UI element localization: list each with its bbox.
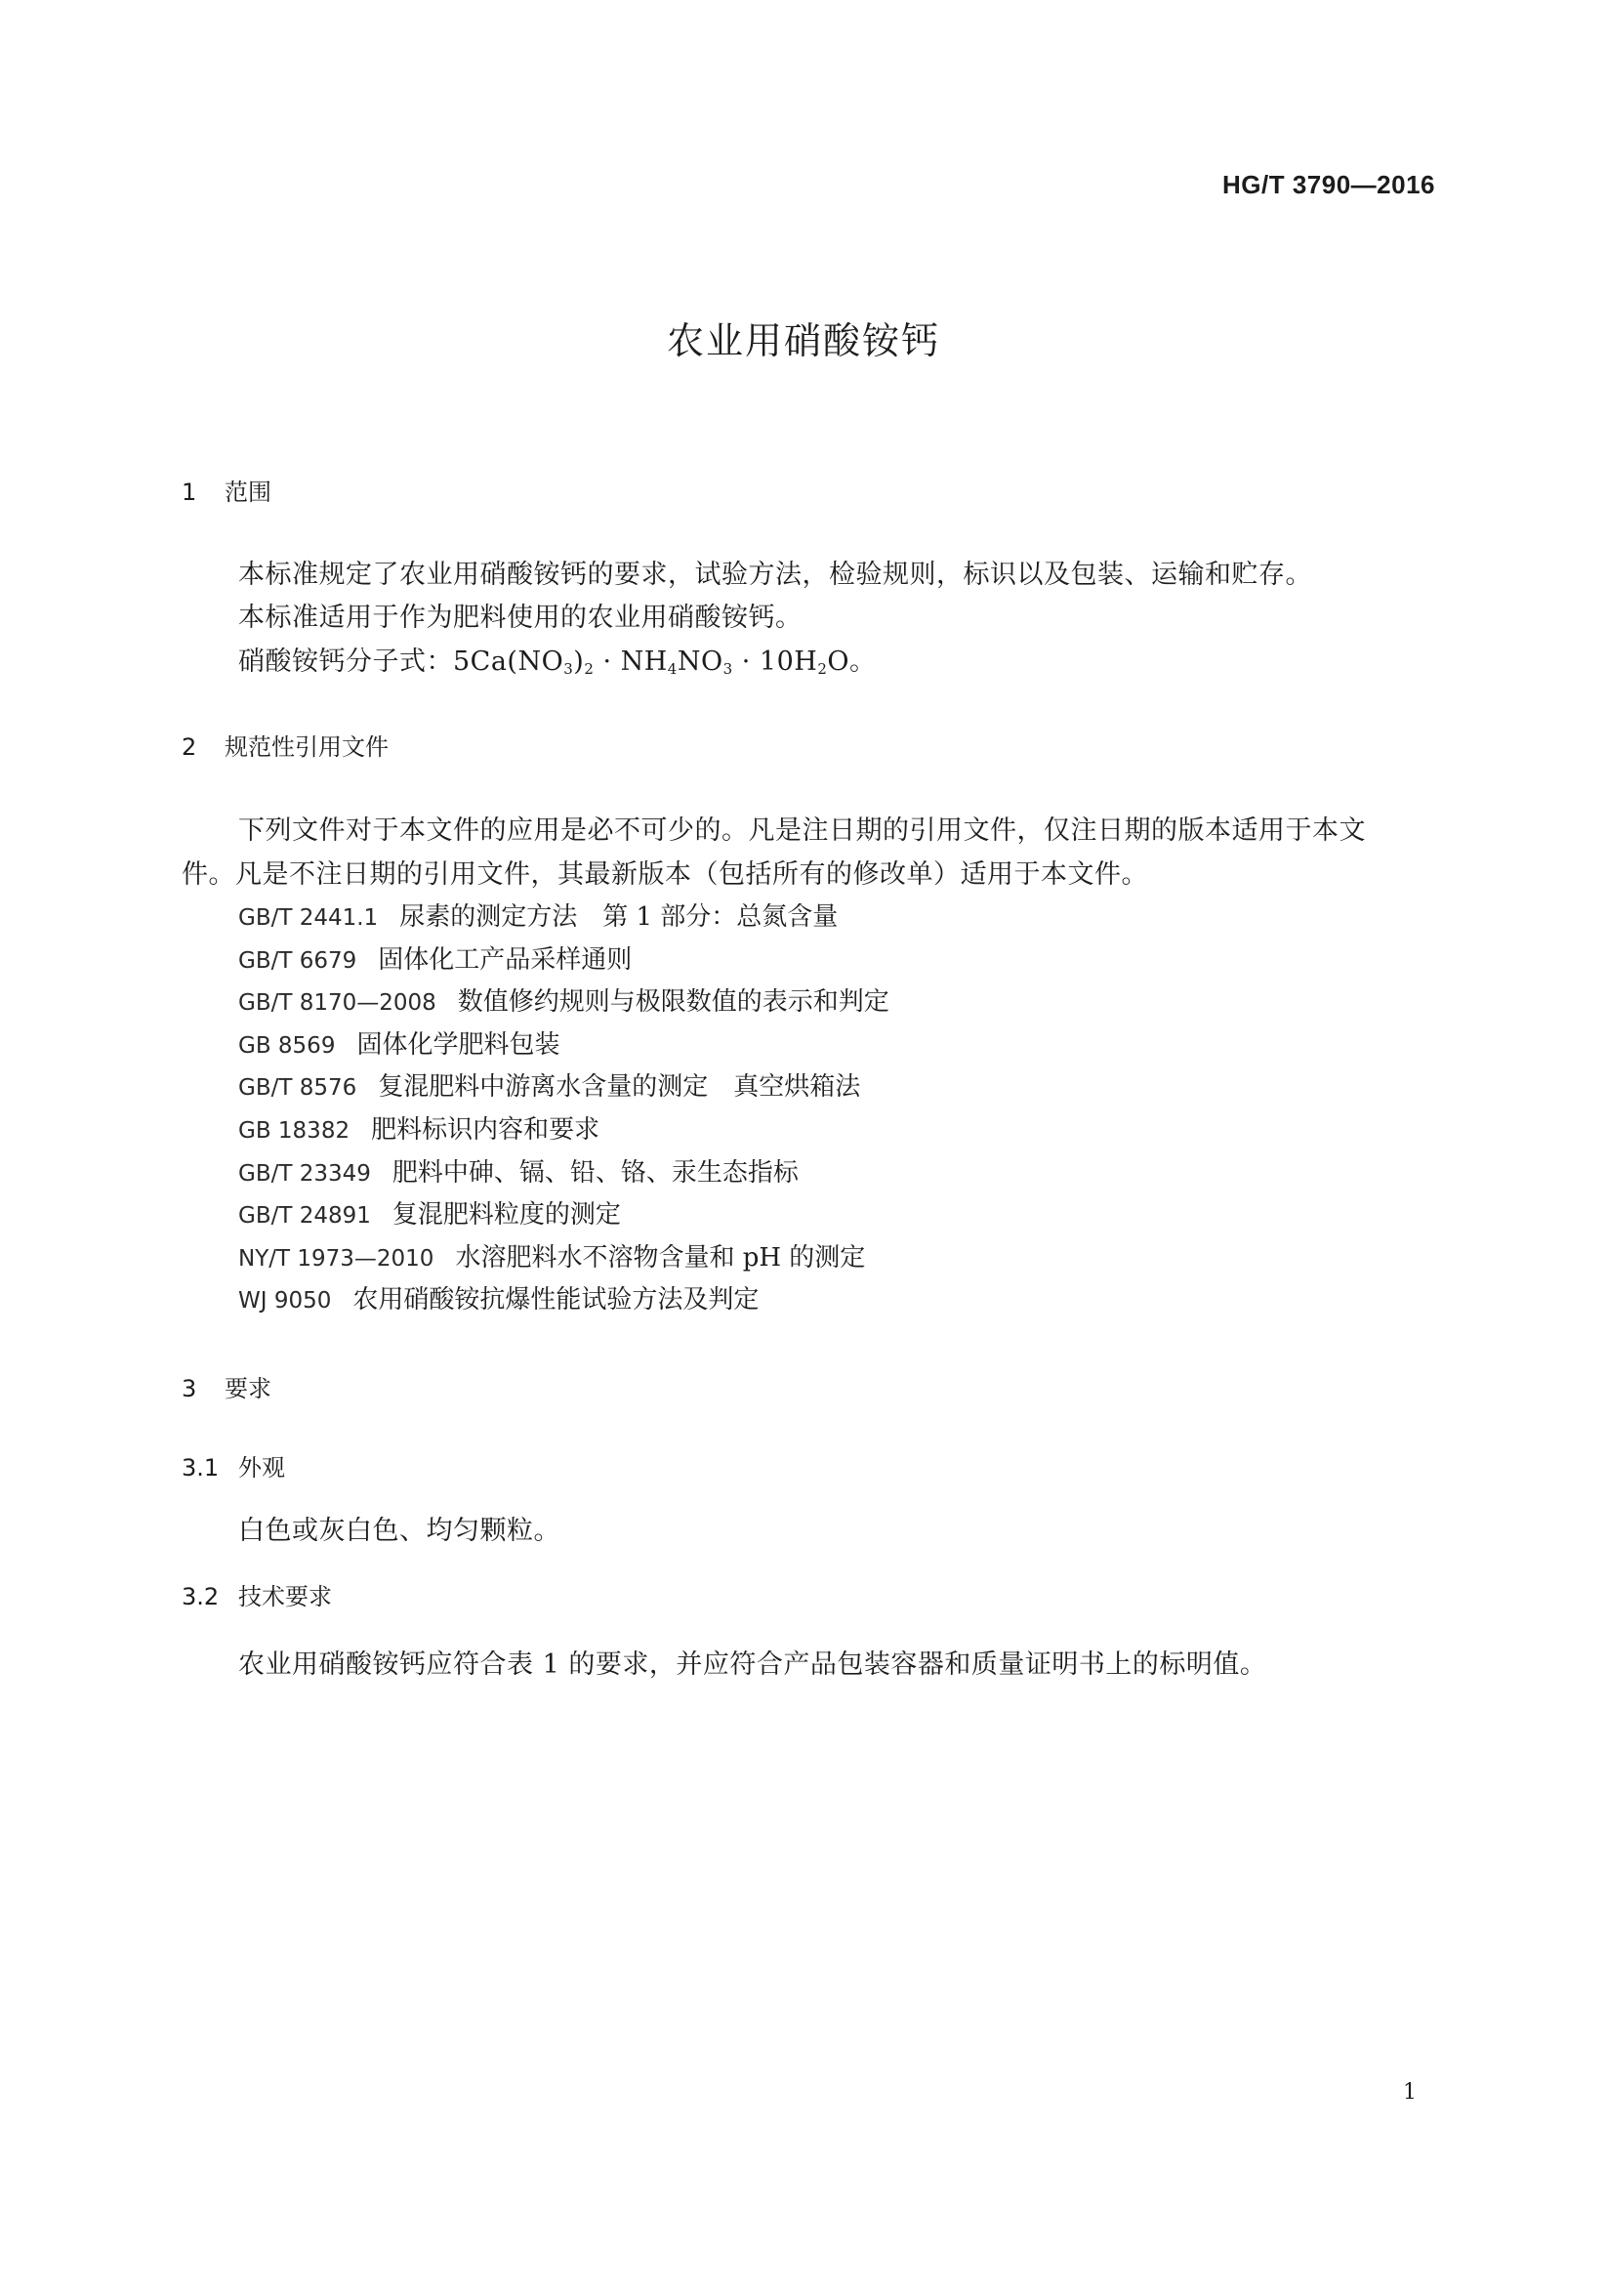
reference-item (238, 1194, 621, 1231)
subsection-heading-technical-requirements (182, 1577, 332, 1611)
formula-label: 硝酸铵钙分子式： (238, 647, 453, 677)
appearance-text: 白色或灰白色、均匀颗粒。 (238, 1516, 560, 1546)
reference-code: GB/T 8170—2008 (238, 990, 436, 1017)
reference-code: GB/T 6679 (238, 947, 357, 974)
technical-requirements-text: 农业用硝酸铵钙应符合表 1 的要求，并应符合产品包装容器和质量证明书上的标明值。 (238, 1649, 1267, 1680)
scope-paragraph-1: 本标准规定了农业用硝酸铵钙的要求，试验方法，检验规则，标识以及包装、运输和贮存。 (238, 560, 1312, 590)
reference-item (238, 939, 632, 976)
reference-item (238, 1109, 599, 1146)
section-number: 2 (182, 733, 197, 761)
reference-title: 数值修约规则与极限数值的表示和判定 (457, 987, 889, 1018)
references-intro-line-2: 件。凡是不注日期的引用文件，其最新版本（包括所有的修改单）适用于本文件。 (182, 859, 1148, 890)
chemical-formula: $5Ca(NO_3)_2 \cdot NH_4NO_3 \cdot 10H_2O$。 (453, 647, 877, 678)
scope-paragraph-2: 本标准适用于作为肥料使用的农业用硝酸铵钙。 (238, 603, 803, 633)
subsection-number: 3.2 (182, 1583, 220, 1610)
reference-code: GB/T 8576 (238, 1075, 357, 1102)
reference-item (238, 1279, 759, 1315)
reference-item (238, 1066, 860, 1103)
document-title: 农业用硝酸铵钙 (666, 319, 940, 362)
reference-code: GB 8569 (238, 1032, 336, 1059)
reference-code: GB/T 23349 (238, 1160, 371, 1187)
reference-title: 复混肥料中游离水含量的测定 真空烘箱法 (378, 1072, 861, 1103)
reference-item (238, 1152, 799, 1189)
section-title: 规范性引用文件 (225, 733, 389, 761)
reference-code: GB 18382 (238, 1118, 350, 1144)
section-title: 范围 (225, 479, 271, 506)
page-number: 1 (1403, 2080, 1417, 2105)
reference-item (238, 1024, 559, 1061)
section-heading-requirements (182, 1369, 271, 1403)
reference-item (238, 981, 889, 1018)
section-title: 要求 (225, 1375, 271, 1402)
reference-code: NY/T 1973—2010 (238, 1245, 434, 1272)
formula-line (238, 640, 877, 678)
reference-title: 肥料标识内容和要求 (371, 1115, 600, 1145)
reference-item (238, 897, 838, 933)
reference-title: 复混肥料粒度的测定 (391, 1200, 621, 1231)
reference-code: GB/T 2441.1 (238, 905, 379, 931)
section-number: 3 (182, 1375, 197, 1402)
subsection-heading-appearance (182, 1448, 285, 1482)
reference-title: 固体化学肥料包装 (356, 1029, 560, 1060)
section-number: 1 (182, 479, 197, 506)
reference-title: 农用硝酸铵抗爆性能试验方法及判定 (352, 1285, 760, 1315)
reference-title: 固体化工产品采样通则 (378, 944, 633, 975)
section-heading-scope (182, 473, 271, 507)
reference-title: 肥料中砷、镉、铅、铬、汞生态指标 (391, 1157, 799, 1188)
reference-code: GB/T 24891 (238, 1203, 371, 1230)
section-heading-normative-references (182, 728, 389, 762)
standard-code: HG/T 3790—2016 (1222, 170, 1436, 199)
reference-code: WJ 9050 (238, 1288, 332, 1315)
subsection-title: 外观 (238, 1454, 285, 1482)
references-intro-line-1: 下列文件对于本文件的应用是必不可少的。凡是注日期的引用文件，仅注日期的版本适用于本文 (238, 815, 1366, 846)
subsection-number: 3.1 (182, 1454, 220, 1482)
reference-title: 尿素的测定方法 第 1 部分：总氮含量 (399, 902, 839, 932)
reference-item (238, 1237, 865, 1273)
subsection-title: 技术要求 (238, 1583, 332, 1610)
reference-title: 水溶肥料水不溶物含量和 pH 的测定 (455, 1242, 866, 1273)
